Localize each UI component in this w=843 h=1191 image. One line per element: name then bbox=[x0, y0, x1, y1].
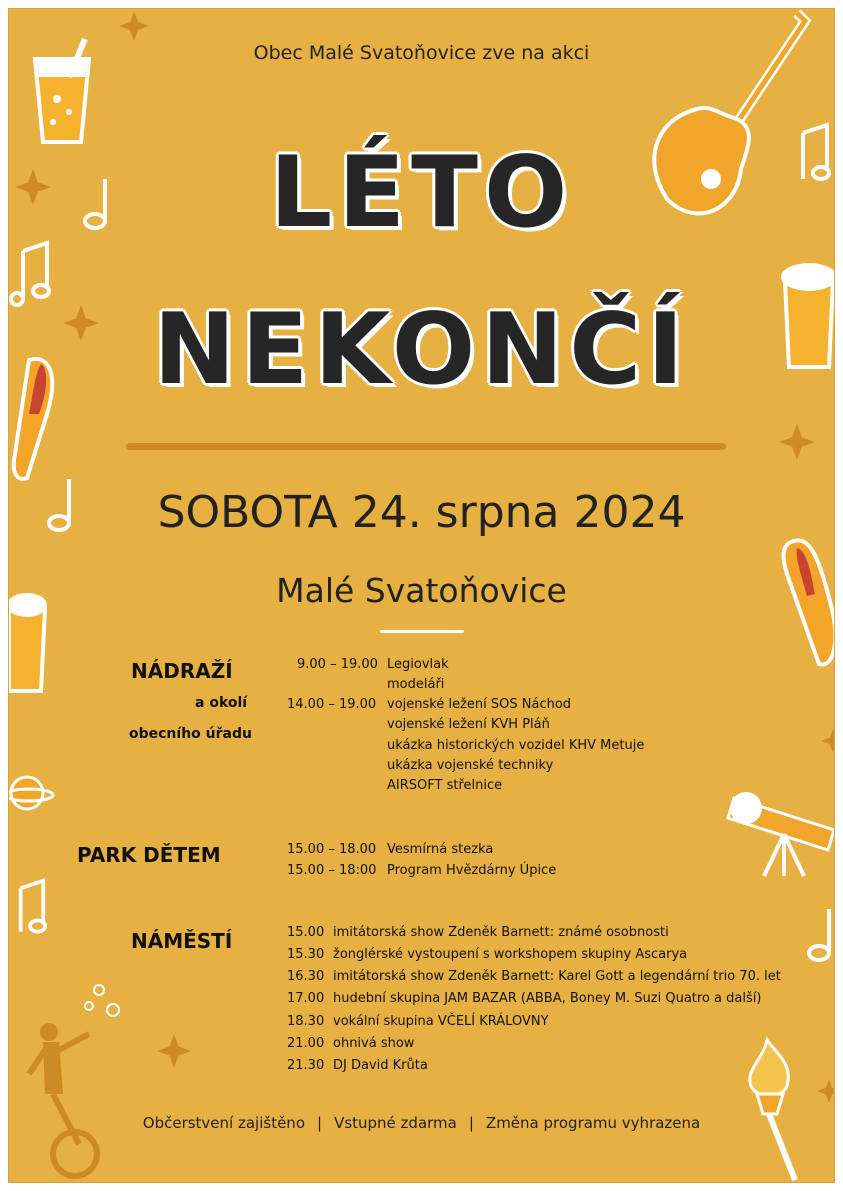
schedule-item: vojenské ležení KVH Pláň bbox=[387, 717, 550, 732]
schedule-time: 15.00 bbox=[287, 925, 325, 940]
schedule-item: ukázka historických vozidel KHV Metuje bbox=[387, 738, 645, 753]
schedule-item: ukázka vojenské techniky bbox=[387, 758, 554, 773]
event-date: SOBOTA 24. srpna 2024 bbox=[157, 487, 686, 538]
schedule-time: 16.30 bbox=[287, 969, 325, 984]
schedule-time: 15.00 – 18.00 bbox=[287, 842, 377, 857]
star-icon bbox=[821, 729, 835, 753]
footer bbox=[9, 1114, 834, 1132]
section-title-nadrazi: NÁDRAŽÍ bbox=[131, 659, 233, 683]
title-underline bbox=[126, 443, 726, 450]
event-place: Malé Svatoňovice bbox=[276, 571, 567, 610]
schedule-item: Legiovlak bbox=[387, 657, 449, 672]
schedule-item: modeláři bbox=[387, 677, 445, 692]
schedule-item: žonglérské vystoupení s workshopem skupiny Ascarya bbox=[333, 947, 688, 962]
footer-separator: | bbox=[317, 1114, 323, 1132]
section-subtitle-1: a okolí bbox=[195, 695, 248, 711]
schedule-time: 15.00 – 18:00 bbox=[287, 863, 377, 878]
schedule-item: imitátorská show Zdeněk Barnett: Karel Gott a legendární trio 70. let bbox=[333, 969, 781, 984]
title-line-1: LÉTO bbox=[269, 136, 574, 250]
schedule-item: vokální skupina VČELÍ KRÁLOVNY bbox=[333, 1014, 549, 1029]
poster bbox=[8, 8, 835, 1183]
schedule-item: hudební skupina JAM BAZAR (ABBA, Boney M. Suzi Quatro a další) bbox=[333, 991, 762, 1006]
music-notes-icon bbox=[13, 239, 55, 309]
footer-item-changes: Změna programu vyhrazena bbox=[485, 1114, 701, 1132]
schedule-time: 21.30 bbox=[287, 1058, 325, 1073]
schedule-time: 9.00 – 19.00 bbox=[297, 657, 378, 672]
footer-separator: | bbox=[468, 1114, 474, 1132]
schedule-time: 14.00 – 19.00 bbox=[287, 697, 377, 712]
star-icon bbox=[119, 11, 149, 41]
footer-item-entry: Vstupné zdarma bbox=[334, 1114, 457, 1132]
schedule-item: AIRSOFT střelnice bbox=[387, 778, 503, 793]
schedule-item: ohnivá show bbox=[333, 1036, 415, 1051]
schedule-item: vojenské ležení SOS Náchod bbox=[387, 697, 572, 712]
footer-item-refreshments: Občerstvení zajištěno bbox=[142, 1114, 305, 1132]
invitation-text: Obec Malé Svatoňovice zve na akci bbox=[253, 42, 590, 64]
schedule-item: DJ David Krůta bbox=[333, 1058, 428, 1073]
divider bbox=[380, 630, 464, 633]
torch-icon bbox=[737, 1034, 807, 1183]
juggler-on-unicycle-icon bbox=[19, 974, 139, 1179]
planet-icon bbox=[9, 769, 55, 819]
schedule-item: Program Hvězdárny Úpice bbox=[387, 863, 557, 878]
star-icon bbox=[779, 424, 815, 460]
section-title-namesti: NÁMĚSTÍ bbox=[131, 929, 233, 953]
music-notes-icon bbox=[11, 877, 51, 943]
star-icon bbox=[157, 1034, 191, 1068]
star-icon bbox=[817, 1079, 835, 1103]
schedule-item: imitátorská show Zdeněk Barnett: známé osobnosti bbox=[333, 925, 669, 940]
schedule-time: 15.30 bbox=[287, 947, 325, 962]
schedule-time: 18.30 bbox=[287, 1014, 325, 1029]
section-subtitle-2: obecního úřadu bbox=[129, 726, 252, 742]
telescope-icon bbox=[724, 784, 835, 884]
music-note-icon bbox=[805, 907, 835, 967]
schedule-item: Vesmírná stezka bbox=[387, 842, 494, 857]
title-line-2: NEKONČÍ bbox=[153, 293, 690, 407]
schedule-time: 17.00 bbox=[287, 991, 325, 1006]
section-title-park: PARK DĚTEM bbox=[77, 843, 221, 867]
schedule-time: 21.00 bbox=[287, 1036, 325, 1051]
